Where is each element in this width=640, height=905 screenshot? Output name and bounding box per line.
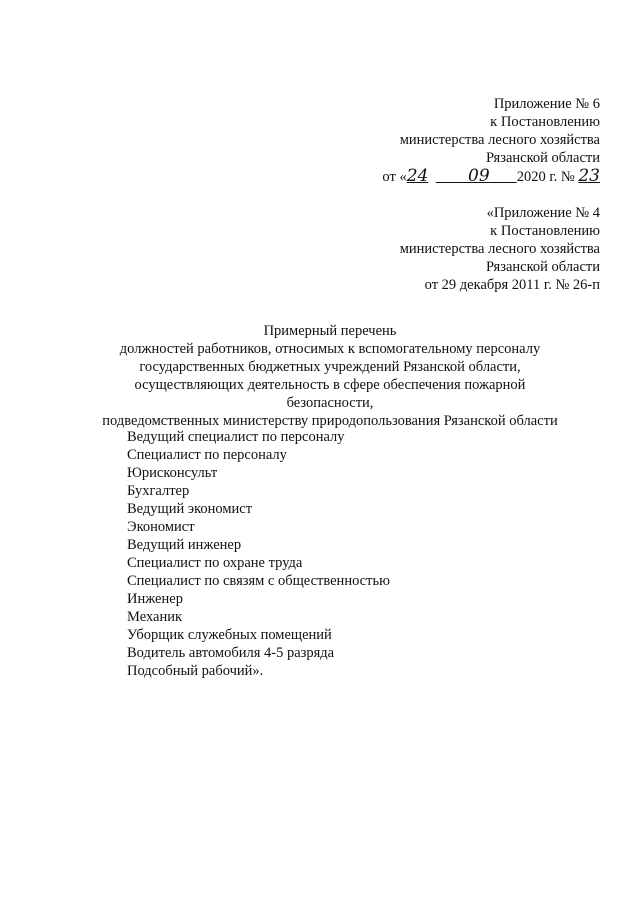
appendix-6-line: министерства лесного хозяйства (399, 132, 600, 148)
appendix-6-line: Приложение № 6 (493, 96, 600, 112)
list-item: Ведущий инженер (127, 537, 242, 553)
appendix-6-line: Рязанской области (486, 150, 600, 166)
list-item: Ведущий специалист по персоналу (127, 429, 345, 445)
list-item: Бухгалтер (127, 483, 190, 499)
list-item: Механик (127, 609, 183, 625)
title-line: Примерный перечень (263, 323, 397, 339)
month-value: 09 (468, 166, 490, 186)
document-title (100, 322, 560, 430)
handwritten-month (436, 166, 517, 186)
title-line: должностей работников, относимых к вспомогательному персоналу (119, 341, 541, 357)
list-item: Инженер (127, 591, 183, 607)
year-text: 2020 г. № (516, 169, 575, 185)
appendix-4-line: от 29 декабря 2011 г. № 26-п (424, 277, 600, 293)
title-line: государственных бюджетных учреждений Рязанской области, (139, 359, 521, 375)
list-item: Подсобный рабочий». (127, 663, 264, 679)
positions-list (127, 428, 390, 680)
title-line: подведомственных министерству природопользования Рязанской области (102, 413, 558, 429)
list-item: Специалист по охране труда (127, 555, 303, 571)
date-prefix: от « (382, 169, 407, 185)
list-item: Водитель автомобиля 4-5 разряда (127, 645, 335, 661)
appendix-4-line: к Постановлению (490, 223, 600, 239)
appendix-4-header (400, 204, 600, 294)
list-item: Специалист по персоналу (127, 447, 287, 463)
appendix-6-line: к Постановлению (490, 114, 600, 130)
handwritten-day: 24 (406, 166, 429, 186)
list-item: Уборщик служебных помещений (127, 627, 332, 643)
list-item: Ведущий экономист (127, 501, 253, 517)
title-line: осуществляющих деятельность в сфере обеспечения пожарной безопасности, (134, 377, 526, 411)
list-item: Юрисконсульт (127, 465, 218, 481)
list-item: Экономист (127, 519, 195, 535)
appendix-4-line: «Приложение № 4 (486, 205, 600, 221)
list-item: Специалист по связям с общественностью (127, 573, 390, 589)
appendix-6-date-line (382, 167, 600, 186)
appendix-4-line: Рязанской области (486, 259, 600, 275)
appendix-6-header (382, 95, 600, 186)
appendix-4-line: министерства лесного хозяйства (399, 241, 600, 257)
handwritten-number: 23 (578, 166, 600, 186)
